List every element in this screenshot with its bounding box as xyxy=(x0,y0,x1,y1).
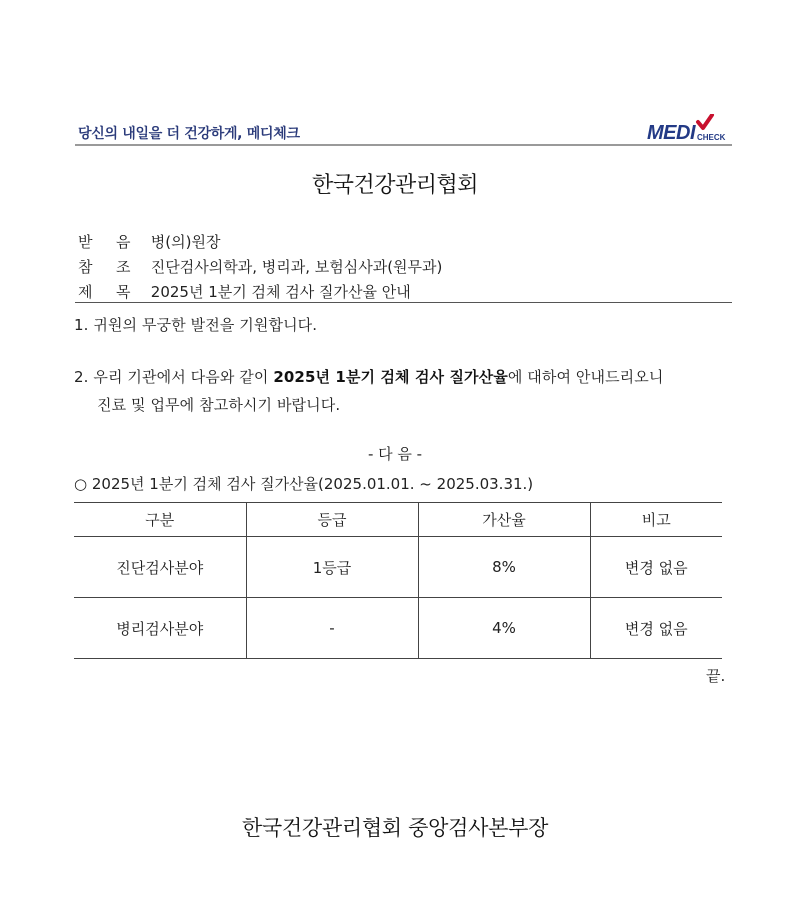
cell-category: 진단검사분야 xyxy=(74,537,246,598)
recipient-value: 병(의)원장 xyxy=(150,233,221,251)
paragraph-2: 2. 우리 기관에서 다음와 같이 2025년 1분기 검체 검사 질가산율에 대하여 안내드리오니 xyxy=(74,368,664,386)
meta-divider xyxy=(75,302,732,303)
cell-rate: 4% xyxy=(418,598,590,659)
header-category: 구분 xyxy=(74,503,246,537)
header-grade: 등급 xyxy=(246,503,418,537)
table-row xyxy=(74,537,722,598)
header-remark: 비고 xyxy=(590,503,722,537)
cc-label: 참 조 xyxy=(78,258,131,276)
cc-value: 진단검사의학과, 병리과, 보험심사과(원무과) xyxy=(150,258,443,276)
cell-category: 병리검사분야 xyxy=(74,598,246,659)
subject-value: 2025년 1분기 검체 검사 질가산율 안내 xyxy=(150,283,411,301)
cell-remark: 변경 없음 xyxy=(590,598,722,659)
notice-heading: - 다 음 - xyxy=(367,445,423,463)
checkmark-icon xyxy=(695,114,715,132)
cell-remark: 변경 없음 xyxy=(590,537,722,598)
footer-signatory: 한국건강관리협회 중앙검사본부장 xyxy=(241,816,549,840)
header-rate: 가산율 xyxy=(418,503,590,537)
recipient-label: 받 음 xyxy=(78,233,131,251)
table-row xyxy=(74,598,722,659)
medicheck-logo xyxy=(647,114,731,144)
header-divider xyxy=(75,144,732,146)
logo-subtext: CHECK xyxy=(697,133,726,142)
cc-row xyxy=(78,256,442,277)
cell-rate: 8% xyxy=(418,537,590,598)
period-line: ○ 2025년 1분기 검체 검사 질가산율(2025.01.01. ~ 2025.03.31.) xyxy=(74,475,534,493)
cell-grade: - xyxy=(246,598,418,659)
table-header-row xyxy=(74,503,722,537)
subject-row xyxy=(78,281,411,302)
cell-grade: 1등급 xyxy=(246,537,418,598)
slogan: 당신의 내일을 더 건강하게, 메디체크 xyxy=(78,126,300,142)
paragraph-1: 1. 귀원의 무궁한 발전을 기원합니다. xyxy=(74,316,318,334)
recipient-row xyxy=(78,231,220,252)
rate-table xyxy=(74,502,722,659)
end-mark: 끝. xyxy=(706,667,726,685)
subject-label: 제 목 xyxy=(78,283,131,301)
paragraph-2-emphasis: 2025년 1분기 검체 검사 질가산율 xyxy=(273,368,508,386)
logo-text: MEDI xyxy=(647,122,695,144)
paragraph-2-line2: 진료 및 업무에 참고하시기 바랍니다. xyxy=(97,396,341,414)
document-title: 한국건강관리협회 xyxy=(311,173,479,198)
